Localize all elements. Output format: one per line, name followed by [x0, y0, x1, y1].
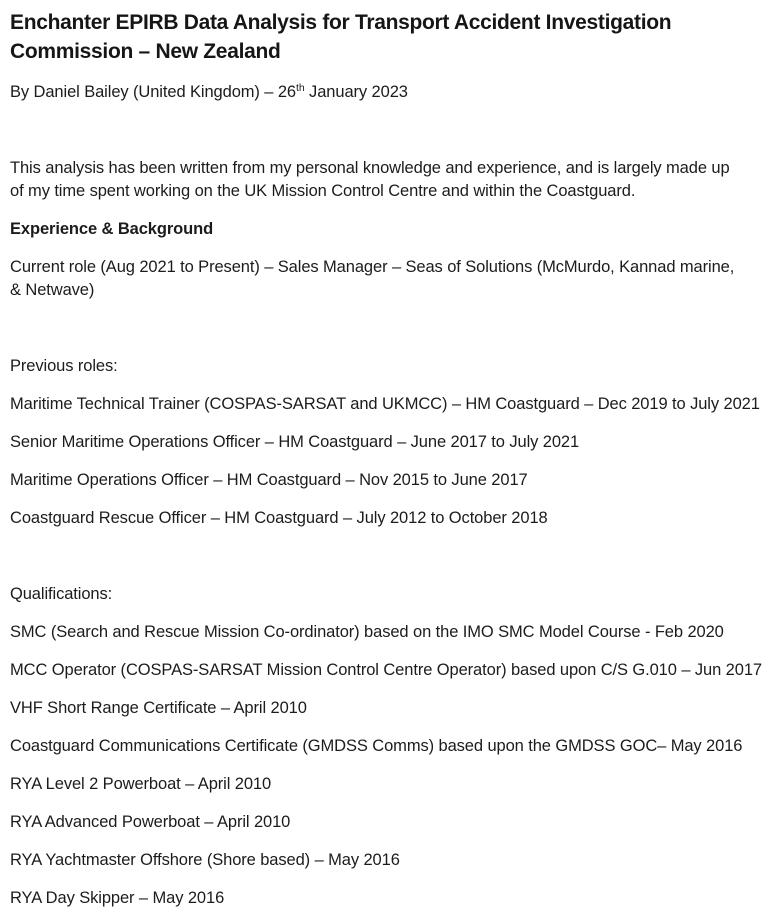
- qualification-item: RYA Advanced Powerboat – April 2010: [10, 813, 291, 831]
- intro-paragraph: [10, 157, 765, 203]
- title-line-1: Enchanter EPIRB Data Analysis for Transport Accident Investigation: [10, 11, 672, 34]
- previous-role-item: Senior Maritime Operations Officer – HM Coastguard – June 2017 to July 2021: [10, 433, 580, 451]
- title-line-2: Commission – New Zealand: [10, 40, 281, 63]
- blank-line: [10, 119, 765, 142]
- current-role-line-2: & Netwave): [10, 281, 95, 299]
- qualification-item: RYA Yachtmaster Offshore (Shore based) – May 2016: [10, 851, 400, 869]
- previous-role-item: Coastguard Rescue Officer – HM Coastguard – July 2012 to October 2018: [10, 509, 548, 527]
- intro-line-2: of my time spent working on the UK Mission Control Centre and within the Coastguard.: [10, 182, 636, 200]
- current-role-line-1: Current role (Aug 2021 to Present) – Sales Manager – Seas of Solutions (McMurdo, Kannad marine,: [10, 258, 735, 276]
- byline-ordinal-superscript: th: [296, 82, 305, 94]
- qualification-item: RYA Level 2 Powerboat – April 2010: [10, 775, 272, 793]
- qualifications-heading: Qualifications:: [10, 585, 113, 603]
- blank-line: [10, 317, 765, 340]
- byline-text-suffix: January 2023: [304, 83, 408, 101]
- previous-role-item: Maritime Technical Trainer (COSPAS-SARSAT and UKMCC) – HM Coastguard – Dec 2019 to July 2021: [10, 395, 760, 413]
- byline-text-prefix: By Daniel Bailey (United Kingdom) – 26: [10, 83, 297, 101]
- previous-roles-heading: Previous roles:: [10, 357, 118, 375]
- blank-line: [10, 545, 765, 568]
- byline: [10, 81, 765, 104]
- qualification-item: VHF Short Range Certificate – April 2010: [10, 699, 307, 717]
- qualification-item: SMC (Search and Rescue Mission Co-ordinator) based on the IMO SMC Model Course - Feb 2020: [10, 623, 724, 641]
- previous-role-item: Maritime Operations Officer – HM Coastguard – Nov 2015 to June 2017: [10, 471, 528, 489]
- qualification-item: MCC Operator (COSPAS-SARSAT Mission Control Centre Operator) based upon C/S G.010 – Jun 2017: [10, 661, 762, 679]
- qualification-item: RYA Day Skipper – May 2016: [10, 889, 225, 907]
- qualification-item: Coastguard Communications Certificate (GMDSS Comms) based upon the GMDSS GOC– May 2016: [10, 737, 743, 755]
- document-title: [10, 8, 765, 66]
- intro-line-1: This analysis has been written from my personal knowledge and experience, and is largely made up: [10, 159, 730, 177]
- experience-background-heading: Experience & Background: [10, 220, 214, 238]
- current-role-paragraph: [10, 256, 765, 302]
